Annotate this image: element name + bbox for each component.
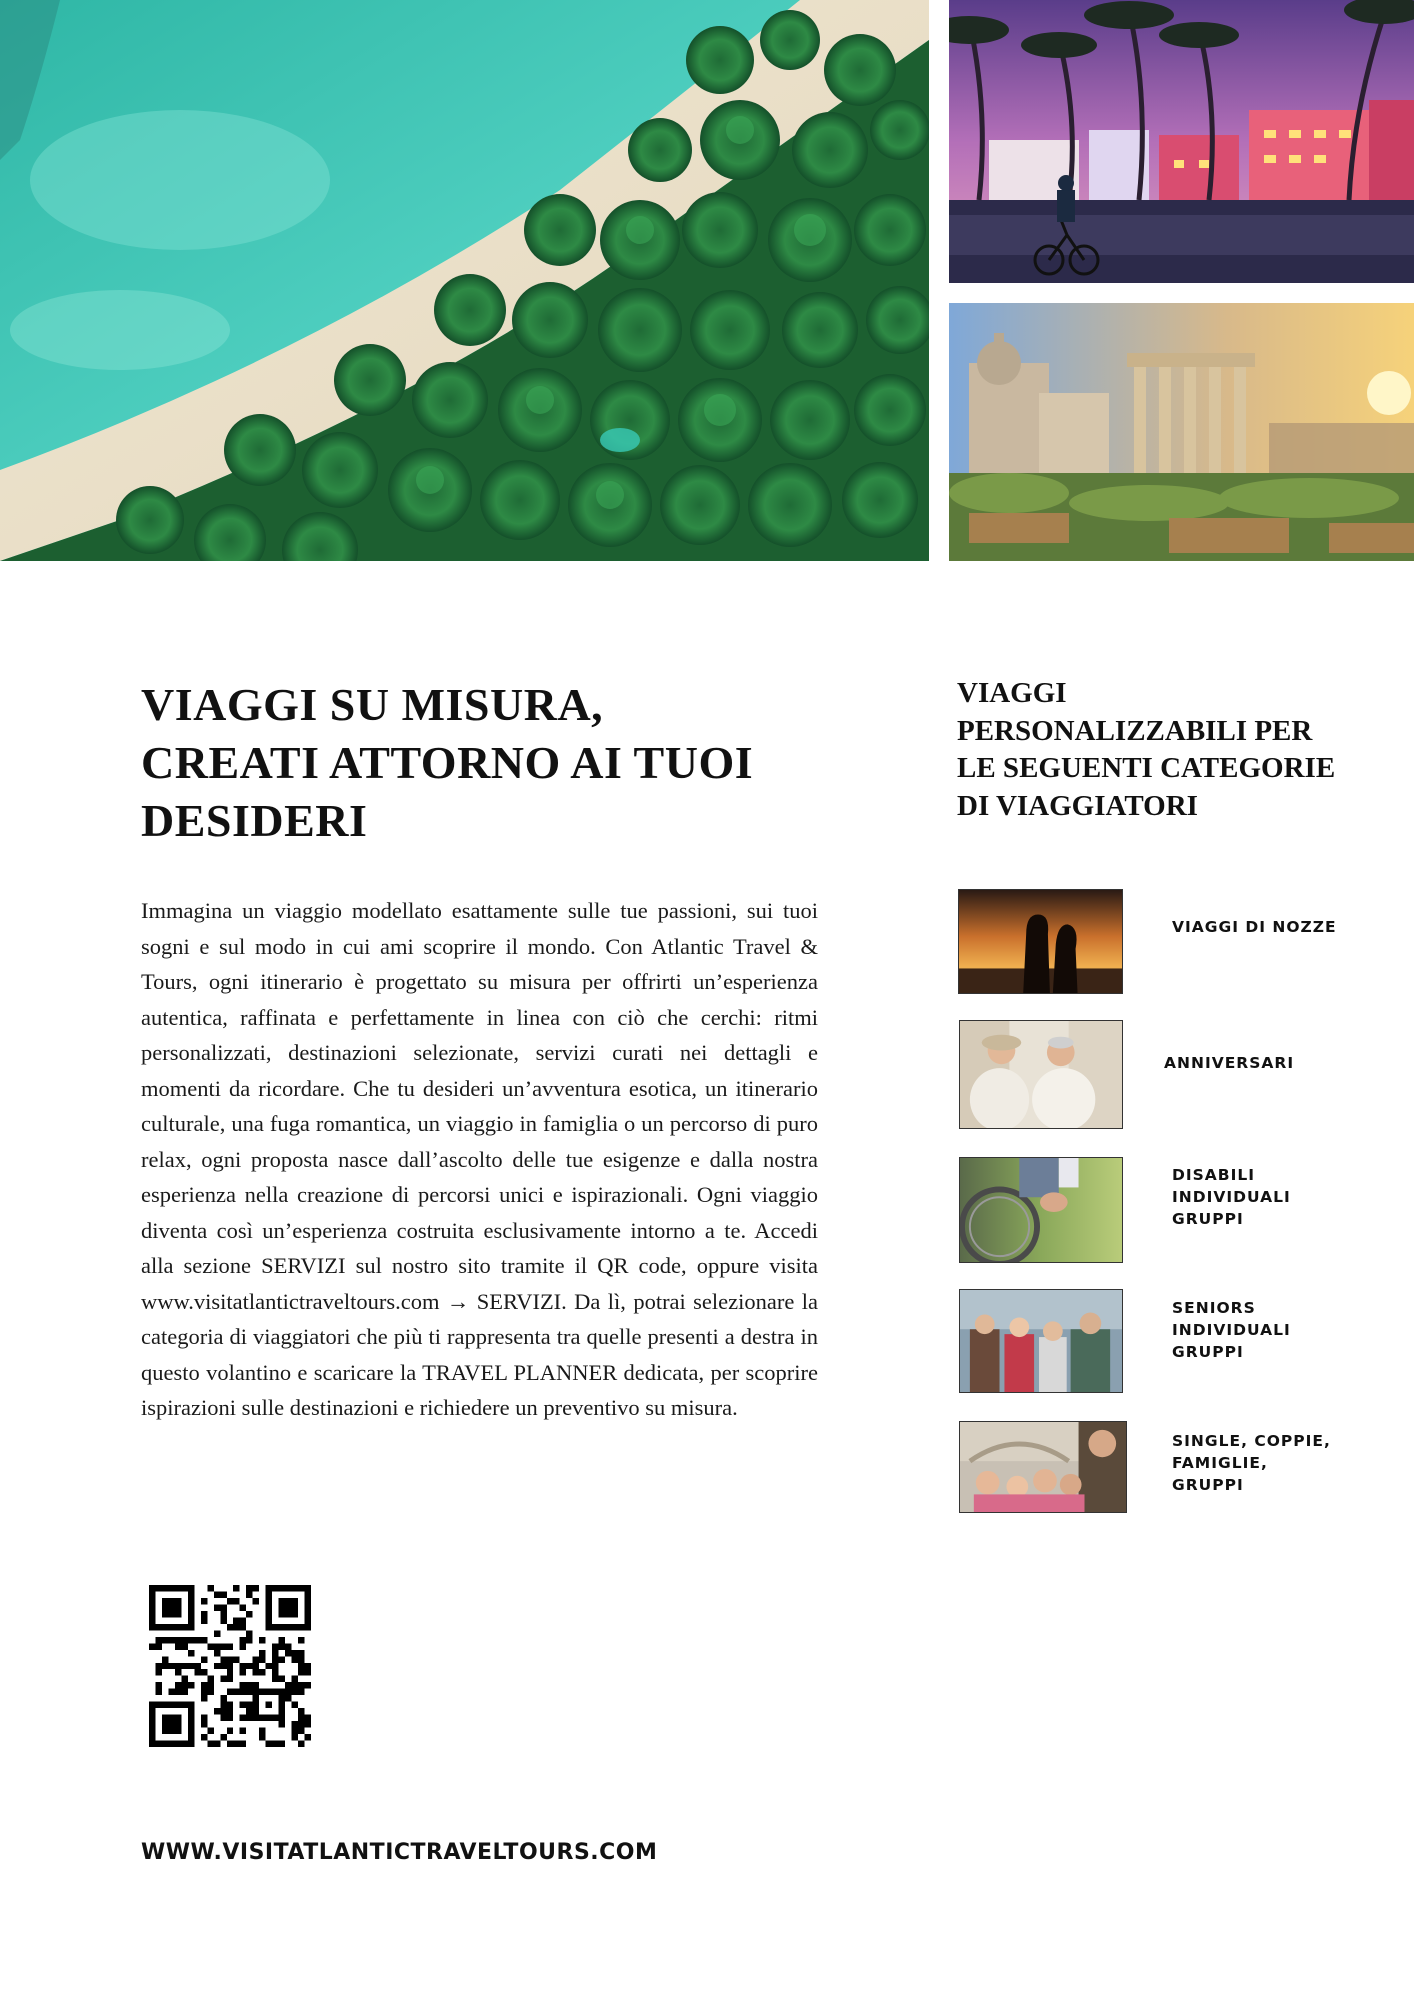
miami-street-photo	[949, 0, 1414, 283]
body-paragraph: Immagina un viaggio modellato esattamente sulle tue passioni, sui tuoi sogni e sul modo in cui ami scoprire il mondo. Con Atlantic Travel & Tours, ogni itinerario è progettato su misura per offrirti un’esperienza autentica, raffinata e perfettamente in linea con ciò che cerchi: ritmi personalizzati, destinazioni selezionate, servizi curati nei dettagli e momenti da ricordare. Che tu desideri un’avventura esotica, un itinerario culturale, una fuga romantica, un viaggio in famiglia o un percorso di puro relax, ogni proposta nasce dall’ascolto delle tue esigenze e dalla nostra esperienza nella creazione di percorsi unici e ispirazionali. Ogni viaggio diventa così un’esperienza costruita esclusivamente intorno a te. Accedi alla sezione SERVIZI sul nostro sito tramite il QR code, oppure visita www.visitatlantictraveltours.com → SERVIZI. Da lì, potrai selezionare la categoria di viaggiatori che più ti rappresenta tra quelle presenti a destra in questo volantino e scaricare la TRAVEL PLANNER dedicata, per scoprire ispirazioni sulle destinazioni e richiedere un preventivo su misura.	[141, 898, 818, 1420]
category-label-seniors: SENIORS INDIVIDUALI GRUPPI	[1172, 1299, 1291, 1361]
category-label-families: SINGLE, COPPIE, FAMIGLIE, GRUPPI	[1172, 1432, 1331, 1494]
category-thumb-seniors	[959, 1289, 1123, 1393]
qr-code[interactable]	[149, 1585, 311, 1747]
category-label-disabled: DISABILI INDIVIDUALI GRUPPI	[1172, 1166, 1291, 1228]
rome-forum-photo	[949, 303, 1414, 561]
category-label-anniversary: ANNIVERSARI	[1164, 1054, 1295, 1072]
category-thumb-honeymoon	[958, 889, 1123, 994]
category-thumb-disabled	[959, 1157, 1123, 1263]
category-label-honeymoon: VIAGGI DI NOZZE	[1172, 918, 1337, 936]
website-url[interactable]: WWW.VISITATLANTICTRAVELTOURS.COM	[141, 1840, 658, 1865]
categories-heading: VIAGGI PERSONALIZZABILI PER LE SEGUENTI CATEGORIE DI VIAGGIATORI	[957, 677, 1336, 822]
category-thumb-anniversary	[959, 1020, 1123, 1129]
category-thumb-families	[959, 1421, 1127, 1513]
hero-beach-photo	[0, 0, 929, 561]
main-heading: VIAGGI SU MISURA, CREATI ATTORNO AI TUOI DESIDERI	[141, 679, 754, 846]
